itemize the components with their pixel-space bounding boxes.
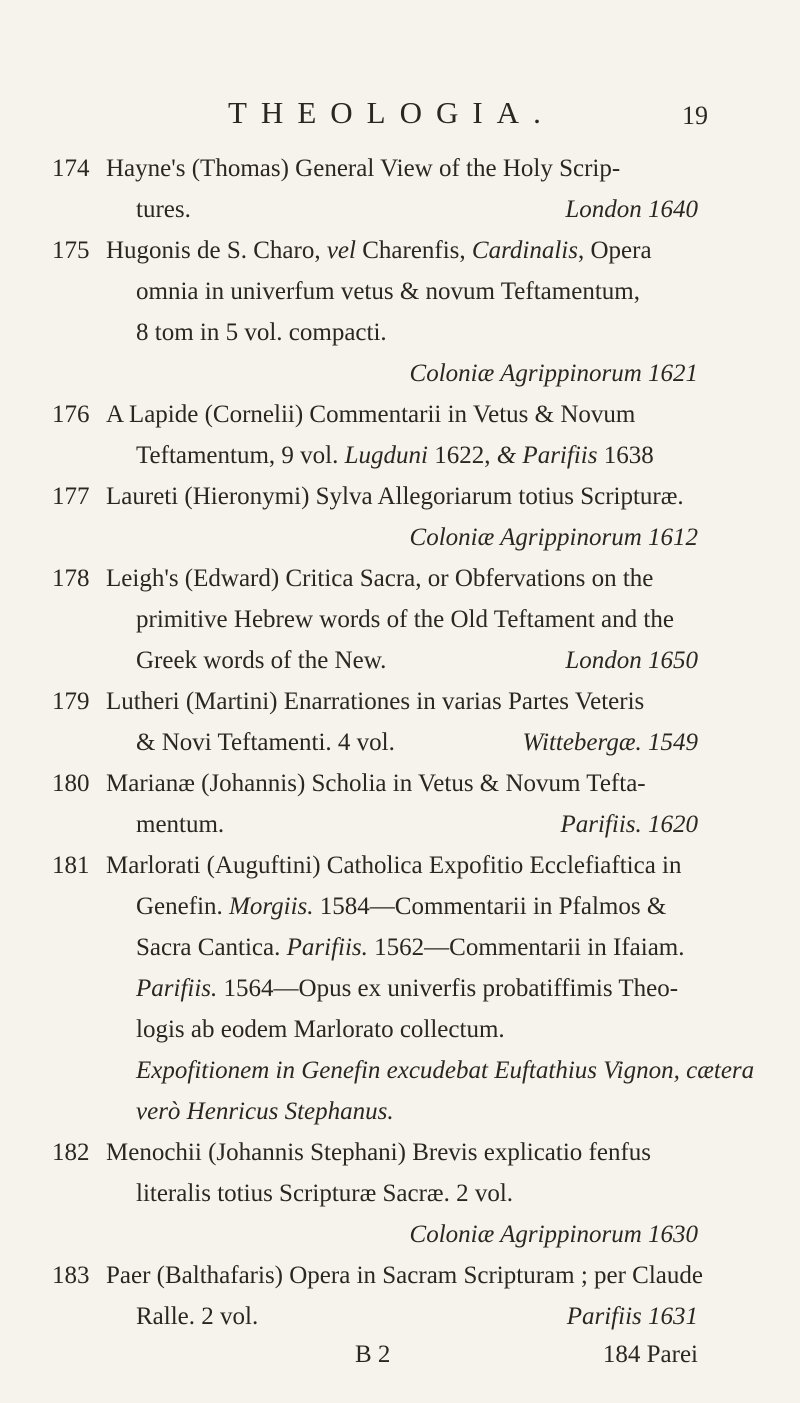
entry-181 bbox=[0, 845, 800, 1132]
entry-text: logis ab eodem Marlorato collectum. bbox=[136, 1016, 505, 1043]
entry-text: Laureti (Hieronymi) Sylva Allegoriarum totius Scripturæ. bbox=[106, 483, 684, 510]
entry-text: literalis totius Scripturæ Sacræ. 2 vol. bbox=[136, 1180, 514, 1207]
entry-text: mentum. bbox=[136, 811, 225, 838]
imprint: Wittebergæ. 1549 bbox=[522, 729, 698, 756]
entry-text-italic: & Parifiis bbox=[496, 442, 598, 469]
entry-text: Lutheri (Martini) Enarrationes in varias Partes Veteris bbox=[106, 688, 645, 715]
entry-note-italic: verò Henricus Stephanus. bbox=[136, 1098, 394, 1125]
entry-text-italic: Cardinalis bbox=[471, 237, 578, 264]
entry-text: 1584—Commentarii in Pfalmos & bbox=[313, 893, 667, 920]
entry-178 bbox=[0, 558, 800, 681]
entry-text: Menochii (Johannis Stephani) Brevis explicatio fenfus bbox=[106, 1139, 652, 1166]
entry-text: , Opera bbox=[577, 237, 652, 264]
running-head: THEOLOGIA. bbox=[228, 95, 555, 130]
catchword: 184 Parei bbox=[602, 1341, 698, 1368]
entry-text: omnia in univerfum vetus & novum Teftamentum, bbox=[136, 278, 640, 305]
entry-text: Paer (Balthafaris) Opera in Sacram Scripturam ; per Claude bbox=[106, 1262, 703, 1289]
entry-note-italic: Expofitionem in Genefin excudebat Euftathius Vignon, cætera bbox=[136, 1057, 755, 1084]
entry-176 bbox=[0, 394, 800, 476]
entry-number: 182 bbox=[52, 1139, 90, 1166]
entry-text: tures. bbox=[136, 196, 191, 223]
entry-text: Sacra Cantica. bbox=[136, 934, 287, 961]
entry-text: Charenfis, bbox=[355, 237, 472, 264]
entry-175 bbox=[0, 230, 800, 394]
catalogue-entries bbox=[0, 148, 800, 1337]
entry-text-italic: Parifiis. bbox=[286, 934, 368, 961]
entry-text: 1564—Opus ex univerfis probatiffimis Theo- bbox=[217, 975, 679, 1002]
imprint: Coloniæ Agrippinorum 1612 bbox=[409, 524, 698, 551]
entry-text: Hayne's (Thomas) General View of the Holy Scrip- bbox=[106, 155, 621, 182]
entry-number: 179 bbox=[52, 688, 90, 715]
entry-text: & Novi Teftamenti. 4 vol. bbox=[136, 729, 395, 756]
imprint: Coloniæ Agrippinorum 1621 bbox=[409, 360, 698, 387]
page-header bbox=[0, 95, 800, 135]
signature-mark: B 2 bbox=[355, 1341, 391, 1368]
entry-text: 1562—Commentarii in Ifaiam. bbox=[367, 934, 685, 961]
entry-text: Marlorati (Auguftini) Catholica Expofitio Ecclefiaftica in bbox=[106, 852, 682, 879]
entry-number: 176 bbox=[52, 401, 90, 428]
entry-180 bbox=[0, 763, 800, 845]
entry-number: 181 bbox=[52, 852, 90, 879]
entry-number: 180 bbox=[52, 770, 90, 797]
entry-174 bbox=[0, 148, 800, 230]
entry-number: 178 bbox=[52, 565, 90, 592]
entry-text: Leigh's (Edward) Critica Sacra, or Obfervations on the bbox=[106, 565, 654, 592]
entry-text: 1622, bbox=[427, 442, 497, 469]
entry-text: Ralle. 2 vol. bbox=[136, 1303, 259, 1330]
entry-text: Marianæ (Johannis) Scholia in Vetus & Novum Tefta- bbox=[106, 770, 646, 797]
imprint: London 1650 bbox=[565, 647, 698, 674]
entry-text: Greek words of the New. bbox=[136, 647, 387, 674]
imprint: Coloniæ Agrippinorum 1630 bbox=[409, 1221, 698, 1248]
entry-number: 183 bbox=[52, 1262, 90, 1289]
page-number: 19 bbox=[682, 101, 708, 130]
imprint: Parifiis 1631 bbox=[566, 1303, 698, 1330]
entry-number: 177 bbox=[52, 483, 90, 510]
entry-text: Hugonis de S. Charo, bbox=[106, 237, 327, 264]
entry-number: 174 bbox=[52, 155, 90, 182]
entry-text: A Lapide (Cornelii) Commentarii in Vetus & Novum bbox=[106, 401, 636, 428]
entry-182 bbox=[0, 1132, 800, 1255]
entry-177 bbox=[0, 476, 800, 558]
entry-text: primitive Hebrew words of the Old Teftament and the bbox=[136, 606, 674, 633]
entry-183 bbox=[0, 1255, 800, 1337]
imprint: London 1640 bbox=[565, 196, 698, 223]
entry-text-italic: Morgiis. bbox=[229, 893, 314, 920]
entry-text-italic: Lugduni bbox=[344, 442, 428, 469]
entry-text: Genefin. bbox=[136, 893, 230, 920]
entry-text-italic: vel bbox=[326, 237, 356, 264]
entry-text: 8 tom in 5 vol. compacti. bbox=[136, 319, 387, 346]
entry-text: Teftamentum, 9 vol. bbox=[136, 442, 345, 469]
entry-179 bbox=[0, 681, 800, 763]
entry-text: 1638 bbox=[597, 442, 654, 469]
entry-number: 175 bbox=[52, 237, 90, 264]
entry-text-italic: Parifiis. bbox=[136, 975, 218, 1002]
page-footer bbox=[0, 1341, 800, 1382]
imprint: Parifiis. 1620 bbox=[560, 811, 698, 838]
